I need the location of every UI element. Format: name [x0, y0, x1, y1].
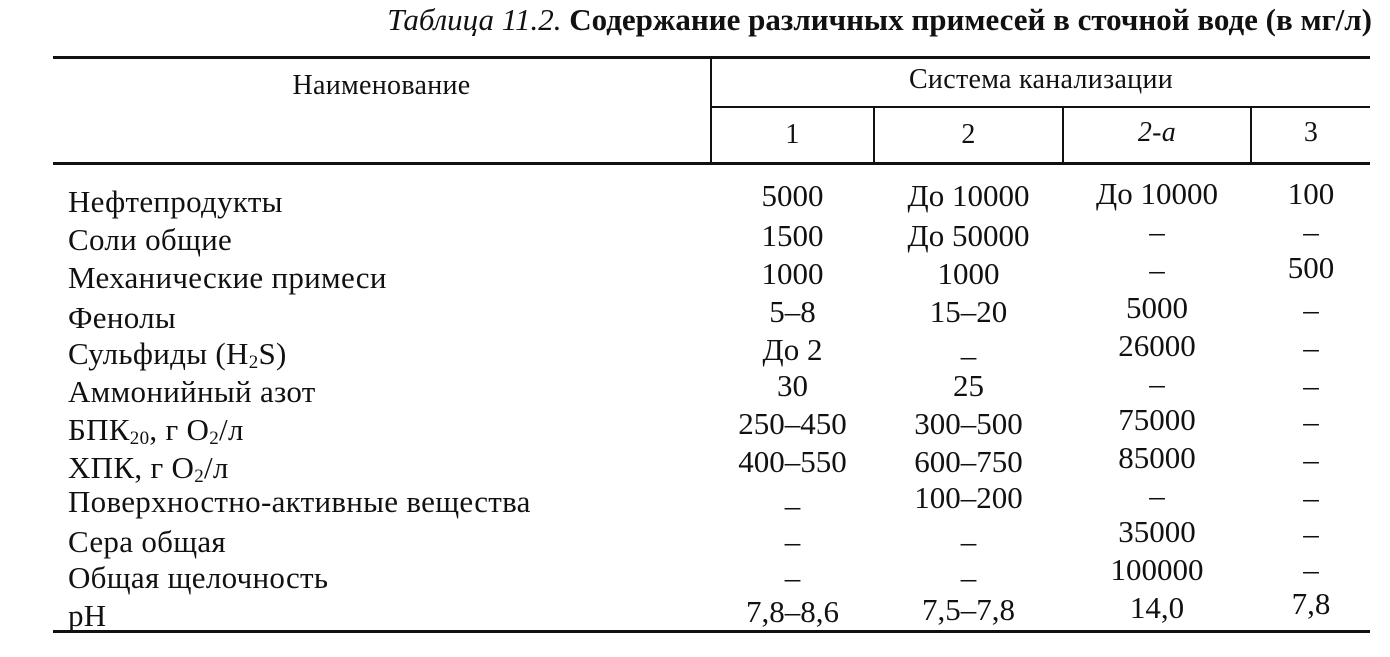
header-name-column: Наименование — [292, 70, 471, 101]
cell-col-2a: До 10000 — [1096, 176, 1218, 211]
row-name: pH — [68, 598, 107, 633]
cell-col-3: 7,8 — [1291, 586, 1331, 621]
cell-col-3: – — [1303, 330, 1319, 365]
cell-col-3: – — [1303, 552, 1319, 587]
cell-col-1: 5000 — [761, 178, 824, 213]
cell-col-3: – — [1303, 516, 1319, 551]
cell-col-3: 100 — [1287, 176, 1335, 211]
table-number: Таблица 11.2. — [387, 2, 562, 37]
row-name: Аммонийный азот — [68, 374, 316, 409]
row-name: Сульфиды $(H_2S)$ — [68, 336, 287, 373]
cell-col-2: 600–750 — [914, 444, 1023, 479]
cell-col-3: – — [1303, 292, 1319, 327]
cell-col-2: 25 — [953, 368, 984, 403]
cell-col-3: – — [1303, 214, 1319, 249]
row-name: $БПК_{20}$, г $O_2/л$ — [68, 412, 244, 449]
cell-col-2a: 75000 — [1118, 402, 1196, 437]
cell-col-1: – — [784, 524, 801, 559]
cell-col-1: 400–550 — [738, 444, 847, 479]
row-name: Нефтепродукты — [68, 184, 283, 219]
cell-col-2a: – — [1149, 366, 1165, 401]
cell-col-3: – — [1303, 480, 1319, 515]
cell-col-2: 300–500 — [914, 406, 1023, 441]
cell-col-2a: 35000 — [1118, 514, 1196, 549]
cell-col-2: До 50000 — [907, 218, 1030, 253]
cell-col-2a: 100000 — [1110, 552, 1204, 587]
bottom-rule — [53, 630, 1370, 633]
header-col-3: 3 — [1303, 117, 1319, 148]
cell-col-2: – — [960, 524, 977, 559]
cell-col-1: 30 — [777, 368, 808, 403]
cell-col-1: 1500 — [761, 218, 824, 253]
row-name: Общая щелочность — [68, 560, 329, 595]
cell-col-1: 7,8–8,6 — [746, 594, 839, 629]
row-name: Соли общие — [68, 222, 233, 257]
header-col-2a: 2-а — [1137, 117, 1177, 148]
cell-col-1: До 2 — [762, 332, 823, 367]
header-group: Система канализации — [908, 64, 1174, 95]
cell-col-1: 1000 — [761, 256, 824, 291]
cell-col-1: 5–8 — [769, 294, 816, 329]
cell-col-2: 1000 — [937, 256, 1000, 291]
row-name: Поверхностно-активные вещества — [68, 484, 531, 519]
cell-col-2: 7,5–7,8 — [922, 592, 1015, 627]
cell-col-2a: 26000 — [1118, 328, 1196, 363]
cell-col-2a: – — [1149, 214, 1165, 249]
row-name: Механические примеси — [68, 260, 387, 295]
cell-col-2: 100–200 — [914, 480, 1023, 515]
group-rule — [712, 106, 1370, 108]
cell-col-1: – — [784, 560, 801, 595]
cell-col-2a: 5000 — [1126, 290, 1188, 325]
header-col-2: 2 — [961, 119, 976, 150]
row-name: ХПК, г $O_2/л$ — [68, 450, 229, 487]
cell-col-2a: – — [1149, 252, 1165, 287]
header-col-1: 1 — [785, 119, 800, 150]
cell-col-1: 250–450 — [738, 406, 847, 441]
cell-col-2a: 14,0 — [1129, 590, 1185, 625]
cell-col-2a: – — [1149, 478, 1165, 513]
table-title: Содержание различных примесей в сточной воде (в мг/л) — [569, 2, 1372, 37]
row-name: Фенолы — [68, 300, 177, 335]
cell-col-1: – — [784, 488, 801, 523]
cell-col-2a: 85000 — [1118, 440, 1196, 475]
cell-col-3: – — [1303, 442, 1319, 477]
cell-col-2: До 10000 — [907, 178, 1030, 213]
row-name: Сера общая — [68, 524, 226, 559]
table-caption — [0, 2, 1372, 38]
cell-col-3: – — [1303, 368, 1319, 403]
cell-col-3: 500 — [1287, 250, 1335, 285]
cell-col-3: – — [1303, 404, 1319, 439]
cell-col-2: – — [960, 560, 977, 595]
cell-col-2: 15–20 — [929, 294, 1008, 329]
cell-col-2: – — [960, 338, 977, 373]
